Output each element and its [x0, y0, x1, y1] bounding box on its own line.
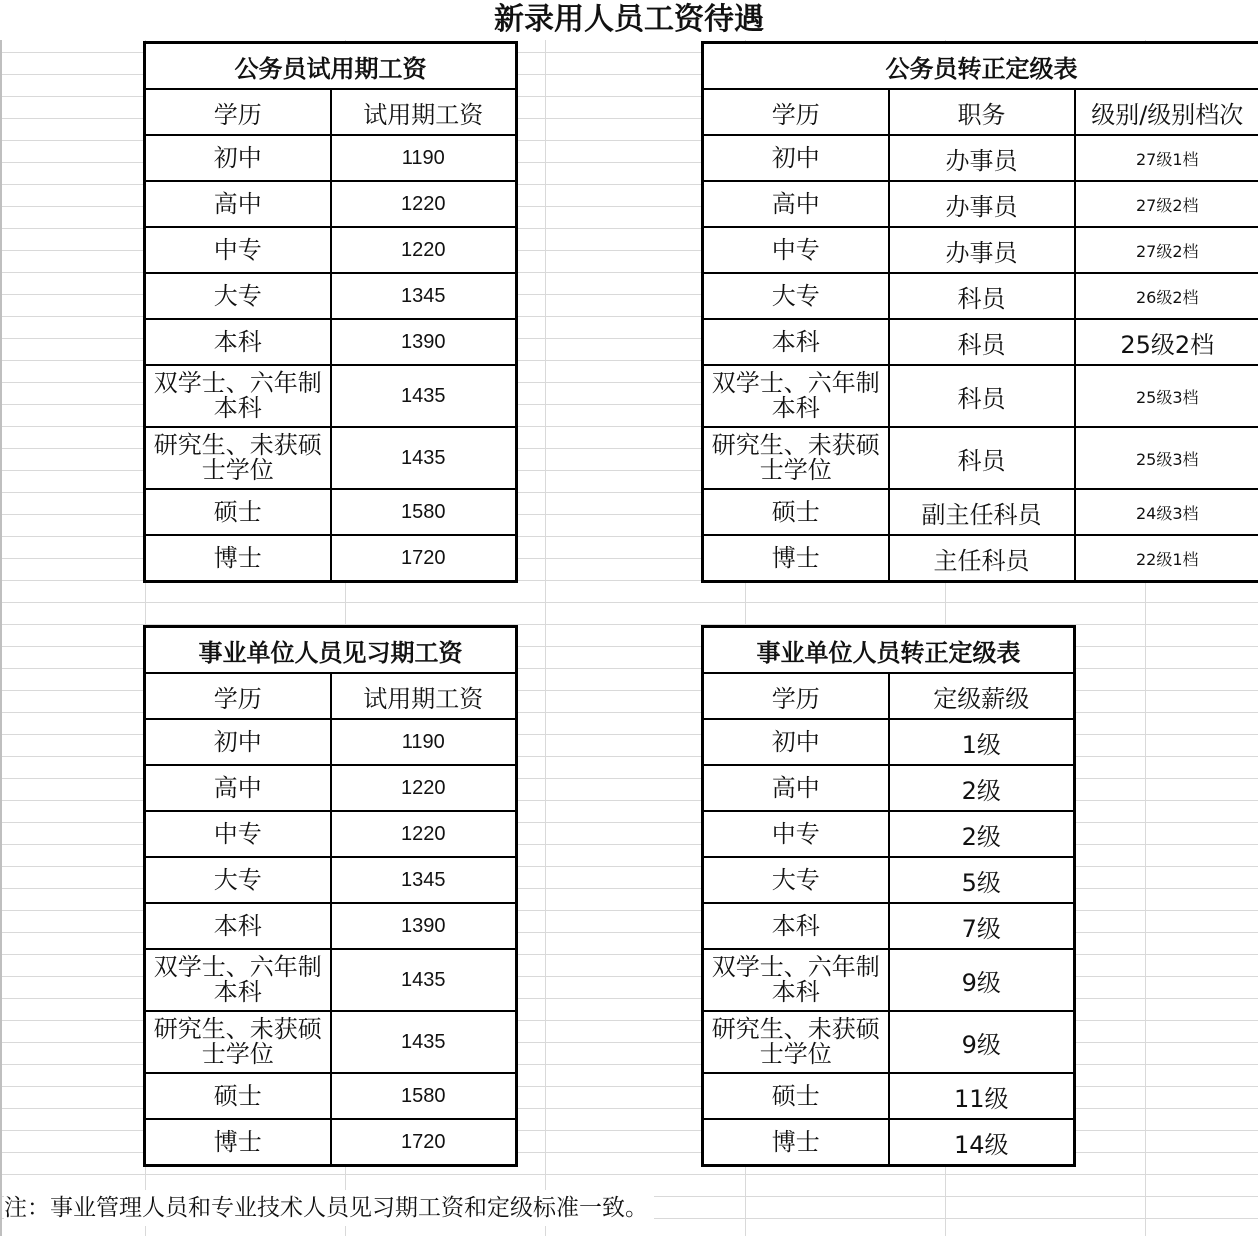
grade-cell[interactable]: 25级3档 — [1075, 427, 1258, 489]
column-header: 试用期工资 — [331, 673, 517, 719]
grade-cell[interactable]: 25级2档 — [1075, 319, 1258, 365]
education-cell[interactable]: 硕士 — [703, 1073, 889, 1119]
grade-cell[interactable]: 26级2档 — [1075, 273, 1258, 319]
salary-cell[interactable]: 1220 — [331, 227, 517, 273]
column-header: 学历 — [145, 89, 331, 135]
salary-cell[interactable]: 1345 — [331, 857, 517, 903]
education-cell[interactable]: 初中 — [145, 719, 331, 765]
column-header: 职务 — [889, 89, 1075, 135]
table-row — [703, 903, 1075, 949]
salary-cell[interactable]: 1390 — [331, 903, 517, 949]
table-row — [145, 365, 517, 427]
table-caption: 公务员转正定级表 — [703, 43, 1258, 90]
education-cell[interactable]: 大专 — [703, 273, 889, 319]
civil-grading-table — [701, 41, 1258, 583]
position-cell[interactable]: 科员 — [889, 273, 1075, 319]
position-cell[interactable]: 办事员 — [889, 227, 1075, 273]
education-cell[interactable]: 研究生、未获硕士学位 — [145, 1011, 331, 1073]
pay-grade-cell[interactable]: 5级 — [889, 857, 1075, 903]
education-cell[interactable]: 高中 — [145, 765, 331, 811]
table-caption: 事业单位人员见习期工资 — [145, 627, 517, 674]
education-cell[interactable]: 研究生、未获硕士学位 — [145, 427, 331, 489]
salary-cell[interactable]: 1220 — [331, 811, 517, 857]
grade-cell[interactable]: 27级1档 — [1075, 135, 1258, 181]
table-row — [145, 319, 517, 365]
table-row — [145, 811, 517, 857]
education-cell[interactable]: 大专 — [145, 273, 331, 319]
column-header: 级别/级别档次 — [1075, 89, 1258, 135]
salary-cell[interactable]: 1720 — [331, 535, 517, 582]
pay-grade-cell[interactable]: 9级 — [889, 949, 1075, 1011]
column-header: 定级薪级 — [889, 673, 1075, 719]
table-row — [145, 181, 517, 227]
page-title: 新录用人员工资待遇 — [0, 0, 1258, 40]
pay-grade-cell[interactable]: 9级 — [889, 1011, 1075, 1073]
salary-cell[interactable]: 1190 — [331, 135, 517, 181]
education-cell[interactable]: 大专 — [703, 857, 889, 903]
table-row — [703, 319, 1258, 365]
education-cell[interactable]: 中专 — [145, 227, 331, 273]
pay-grade-cell[interactable]: 14级 — [889, 1119, 1075, 1166]
education-cell[interactable]: 研究生、未获硕士学位 — [703, 427, 889, 489]
education-cell[interactable]: 大专 — [145, 857, 331, 903]
education-cell[interactable]: 博士 — [145, 535, 331, 582]
table-row — [703, 227, 1258, 273]
pay-grade-cell[interactable]: 1级 — [889, 719, 1075, 765]
salary-cell[interactable]: 1390 — [331, 319, 517, 365]
pay-grade-cell[interactable]: 2级 — [889, 765, 1075, 811]
table-row — [703, 427, 1258, 489]
table-row — [703, 135, 1258, 181]
education-cell[interactable]: 双学士、六年制本科 — [145, 365, 331, 427]
pay-grade-cell[interactable]: 7级 — [889, 903, 1075, 949]
table-row — [703, 1011, 1075, 1073]
table-caption: 事业单位人员转正定级表 — [703, 627, 1075, 674]
table-row — [145, 535, 517, 582]
column-header: 学历 — [703, 89, 889, 135]
table-row — [703, 1073, 1075, 1119]
table-row — [145, 903, 517, 949]
column-header: 学历 — [703, 673, 889, 719]
salary-cell[interactable]: 1190 — [331, 719, 517, 765]
education-cell[interactable]: 本科 — [145, 319, 331, 365]
education-cell[interactable]: 高中 — [703, 765, 889, 811]
education-cell[interactable]: 高中 — [145, 181, 331, 227]
education-cell[interactable]: 硕士 — [145, 489, 331, 535]
position-cell[interactable]: 科员 — [889, 319, 1075, 365]
education-cell[interactable]: 高中 — [703, 181, 889, 227]
education-cell[interactable]: 硕士 — [703, 489, 889, 535]
education-cell[interactable]: 博士 — [703, 1119, 889, 1166]
position-cell[interactable]: 办事员 — [889, 135, 1075, 181]
table-caption: 公务员试用期工资 — [145, 43, 517, 90]
education-cell[interactable]: 双学士、六年制本科 — [703, 365, 889, 427]
column-header: 试用期工资 — [331, 89, 517, 135]
education-cell[interactable]: 中专 — [145, 811, 331, 857]
position-cell[interactable]: 副主任科员 — [889, 489, 1075, 535]
institution-trial-salary-table — [143, 625, 518, 1167]
grade-cell[interactable]: 22级1档 — [1075, 535, 1258, 582]
salary-cell[interactable]: 1720 — [331, 1119, 517, 1166]
table-row — [145, 489, 517, 535]
salary-cell[interactable]: 1580 — [331, 1073, 517, 1119]
civil-trial-salary-table — [143, 41, 518, 583]
salary-cell[interactable]: 1435 — [331, 949, 517, 1011]
table-row — [703, 1119, 1075, 1166]
position-cell[interactable]: 主任科员 — [889, 535, 1075, 582]
education-cell[interactable]: 本科 — [145, 903, 331, 949]
table-row — [145, 1011, 517, 1073]
salary-cell[interactable]: 1435 — [331, 1011, 517, 1073]
table-row — [145, 135, 517, 181]
table-row — [145, 719, 517, 765]
salary-cell[interactable]: 1220 — [331, 765, 517, 811]
institution-grading-table — [701, 625, 1076, 1167]
grade-cell[interactable]: 25级3档 — [1075, 365, 1258, 427]
salary-cell[interactable]: 1345 — [331, 273, 517, 319]
table-row — [703, 181, 1258, 227]
table-row — [145, 949, 517, 1011]
education-cell[interactable]: 博士 — [703, 535, 889, 582]
salary-cell[interactable]: 1435 — [331, 427, 517, 489]
education-cell[interactable]: 博士 — [145, 1119, 331, 1166]
table-row — [703, 719, 1075, 765]
table-row — [145, 1119, 517, 1166]
column-header: 学历 — [145, 673, 331, 719]
pay-grade-cell[interactable]: 11级 — [889, 1073, 1075, 1119]
education-cell[interactable]: 中专 — [703, 811, 889, 857]
education-cell[interactable]: 初中 — [145, 135, 331, 181]
position-cell[interactable]: 办事员 — [889, 181, 1075, 227]
education-cell[interactable]: 硕士 — [145, 1073, 331, 1119]
table-row — [703, 765, 1075, 811]
table-row — [145, 857, 517, 903]
grade-cell[interactable]: 27级2档 — [1075, 181, 1258, 227]
education-cell[interactable]: 双学士、六年制本科 — [145, 949, 331, 1011]
table-row — [703, 535, 1258, 582]
education-cell[interactable]: 中专 — [703, 227, 889, 273]
table-row — [703, 273, 1258, 319]
grade-cell[interactable]: 27级2档 — [1075, 227, 1258, 273]
sheet-left-edge — [0, 0, 2, 1236]
education-cell[interactable]: 双学士、六年制本科 — [703, 949, 889, 1011]
salary-cell[interactable]: 1220 — [331, 181, 517, 227]
salary-cell[interactable]: 1580 — [331, 489, 517, 535]
table-row — [703, 949, 1075, 1011]
table-row — [703, 811, 1075, 857]
table-row — [145, 427, 517, 489]
education-cell[interactable]: 本科 — [703, 903, 889, 949]
grade-cell[interactable]: 24级3档 — [1075, 489, 1258, 535]
table-row — [145, 765, 517, 811]
position-cell[interactable]: 科员 — [889, 427, 1075, 489]
position-cell[interactable]: 科员 — [889, 365, 1075, 427]
table-row — [703, 489, 1258, 535]
table-row — [703, 365, 1258, 427]
pay-grade-cell[interactable]: 2级 — [889, 811, 1075, 857]
table-row — [703, 857, 1075, 903]
education-cell[interactable]: 初中 — [703, 719, 889, 765]
education-cell[interactable]: 研究生、未获硕士学位 — [703, 1011, 889, 1073]
education-cell[interactable]: 初中 — [703, 135, 889, 181]
table-row — [145, 273, 517, 319]
table-row — [145, 1073, 517, 1119]
salary-cell[interactable]: 1435 — [331, 365, 517, 427]
footnote: 注：事业管理人员和专业技术人员见习期工资和定级标准一致。 — [4, 1190, 654, 1226]
education-cell[interactable]: 本科 — [703, 319, 889, 365]
table-row — [145, 227, 517, 273]
